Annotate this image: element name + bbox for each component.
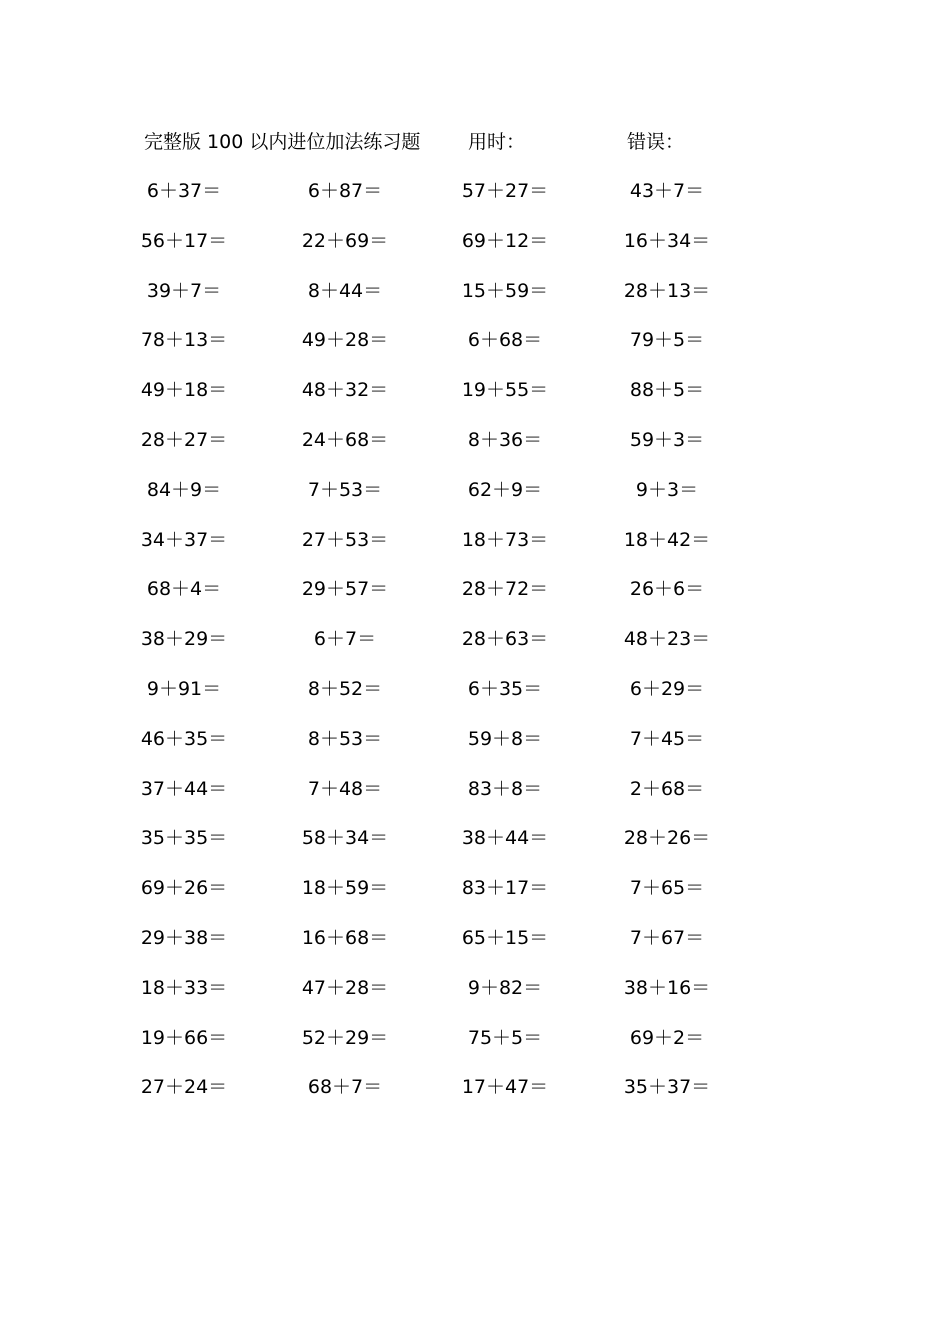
- addition-problem: 18＋59＝: [301, 877, 389, 900]
- addition-problem: 57＋27＝: [461, 180, 549, 202]
- addition-problem: 38＋16＝: [623, 976, 711, 999]
- addition-problem: 7＋53＝: [307, 478, 383, 501]
- addition-problem: 34＋37＝: [140, 528, 228, 551]
- worksheet-title: 完整版 100 以内进位加法练习题: [144, 131, 421, 153]
- problem-row: [0, 176, 950, 226]
- error-label: 错误：: [627, 131, 685, 153]
- addition-problem: 48＋32＝: [301, 379, 389, 402]
- addition-problem: 46＋35＝: [140, 727, 228, 750]
- addition-problem: 16＋68＝: [301, 926, 389, 949]
- addition-problem: 26＋6＝: [629, 578, 705, 601]
- addition-problem: 38＋44＝: [461, 827, 549, 850]
- addition-problem: 8＋36＝: [467, 428, 543, 451]
- problem-row: [0, 475, 950, 525]
- addition-problem: 28＋72＝: [461, 578, 549, 601]
- addition-problem: 6＋35＝: [467, 677, 543, 700]
- problem-row: [0, 923, 950, 973]
- addition-problem: 18＋73＝: [461, 528, 549, 551]
- addition-problem: 43＋7＝: [629, 180, 705, 202]
- problem-grid: [0, 176, 950, 1122]
- addition-problem: 75＋5＝: [467, 1026, 543, 1049]
- addition-problem: 58＋34＝: [301, 827, 389, 850]
- addition-problem: 49＋18＝: [140, 379, 228, 402]
- addition-problem: 9＋91＝: [146, 677, 222, 700]
- addition-problem: 38＋29＝: [140, 628, 228, 651]
- problem-row: [0, 574, 950, 624]
- problem-row: [0, 226, 950, 276]
- addition-problem: 83＋8＝: [467, 777, 543, 800]
- problem-row: [0, 774, 950, 824]
- problem-row: [0, 1072, 950, 1122]
- addition-problem: 88＋5＝: [629, 379, 705, 402]
- addition-problem: 2＋68＝: [629, 777, 705, 800]
- addition-problem: 35＋37＝: [623, 1076, 711, 1099]
- addition-problem: 62＋9＝: [467, 478, 543, 501]
- problem-row: [0, 624, 950, 674]
- problem-row: [0, 375, 950, 425]
- addition-problem: 68＋4＝: [146, 578, 222, 601]
- addition-problem: 6＋7＝: [313, 628, 377, 651]
- addition-problem: 79＋5＝: [629, 329, 705, 352]
- addition-problem: 9＋3＝: [635, 478, 699, 501]
- addition-problem: 69＋26＝: [140, 877, 228, 900]
- addition-problem: 37＋44＝: [140, 777, 228, 800]
- problem-row: [0, 823, 950, 873]
- addition-problem: 83＋17＝: [461, 877, 549, 900]
- problem-row: [0, 325, 950, 375]
- addition-problem: 18＋42＝: [623, 528, 711, 551]
- problem-row: [0, 425, 950, 475]
- addition-problem: 22＋69＝: [301, 229, 389, 252]
- addition-problem: 56＋17＝: [140, 229, 228, 252]
- addition-problem: 68＋7＝: [307, 1076, 383, 1099]
- addition-problem: 29＋57＝: [301, 578, 389, 601]
- addition-problem: 65＋15＝: [461, 926, 549, 949]
- addition-problem: 49＋28＝: [301, 329, 389, 352]
- addition-problem: 16＋34＝: [623, 229, 711, 252]
- addition-problem: 8＋52＝: [307, 677, 383, 700]
- addition-problem: 59＋3＝: [629, 428, 705, 451]
- addition-problem: 7＋48＝: [307, 777, 383, 800]
- addition-problem: 6＋37＝: [146, 180, 222, 202]
- addition-problem: 19＋66＝: [140, 1026, 228, 1049]
- addition-problem: 6＋29＝: [629, 677, 705, 700]
- addition-problem: 6＋87＝: [307, 180, 383, 202]
- addition-problem: 78＋13＝: [140, 329, 228, 352]
- addition-problem: 27＋24＝: [140, 1076, 228, 1099]
- addition-problem: 7＋45＝: [629, 727, 705, 750]
- problem-row: [0, 724, 950, 774]
- addition-problem: 28＋26＝: [623, 827, 711, 850]
- problem-row: [0, 276, 950, 326]
- time-label: 用时：: [468, 131, 526, 153]
- addition-problem: 69＋2＝: [629, 1026, 705, 1049]
- addition-problem: 39＋7＝: [146, 279, 222, 302]
- addition-problem: 6＋68＝: [467, 329, 543, 352]
- addition-problem: 69＋12＝: [461, 229, 549, 252]
- addition-problem: 35＋35＝: [140, 827, 228, 850]
- addition-problem: 52＋29＝: [301, 1026, 389, 1049]
- addition-problem: 47＋28＝: [301, 976, 389, 999]
- problem-row: [0, 873, 950, 923]
- addition-problem: 48＋23＝: [623, 628, 711, 651]
- addition-problem: 8＋53＝: [307, 727, 383, 750]
- addition-problem: 27＋53＝: [301, 528, 389, 551]
- addition-problem: 18＋33＝: [140, 976, 228, 999]
- addition-problem: 28＋13＝: [623, 279, 711, 302]
- addition-problem: 84＋9＝: [146, 478, 222, 501]
- problem-row: [0, 1023, 950, 1073]
- addition-problem: 29＋38＝: [140, 926, 228, 949]
- addition-problem: 15＋59＝: [461, 279, 549, 302]
- addition-problem: 59＋8＝: [467, 727, 543, 750]
- addition-problem: 24＋68＝: [301, 428, 389, 451]
- addition-problem: 9＋82＝: [467, 976, 543, 999]
- worksheet-header: [0, 128, 950, 158]
- problem-row: [0, 674, 950, 724]
- addition-problem: 7＋67＝: [629, 926, 705, 949]
- addition-problem: 19＋55＝: [461, 379, 549, 402]
- addition-problem: 7＋65＝: [629, 877, 705, 900]
- addition-problem: 28＋27＝: [140, 428, 228, 451]
- addition-problem: 28＋63＝: [461, 628, 549, 651]
- problem-row: [0, 973, 950, 1023]
- addition-problem: 8＋44＝: [307, 279, 383, 302]
- addition-problem: 17＋47＝: [461, 1076, 549, 1099]
- problem-row: [0, 525, 950, 575]
